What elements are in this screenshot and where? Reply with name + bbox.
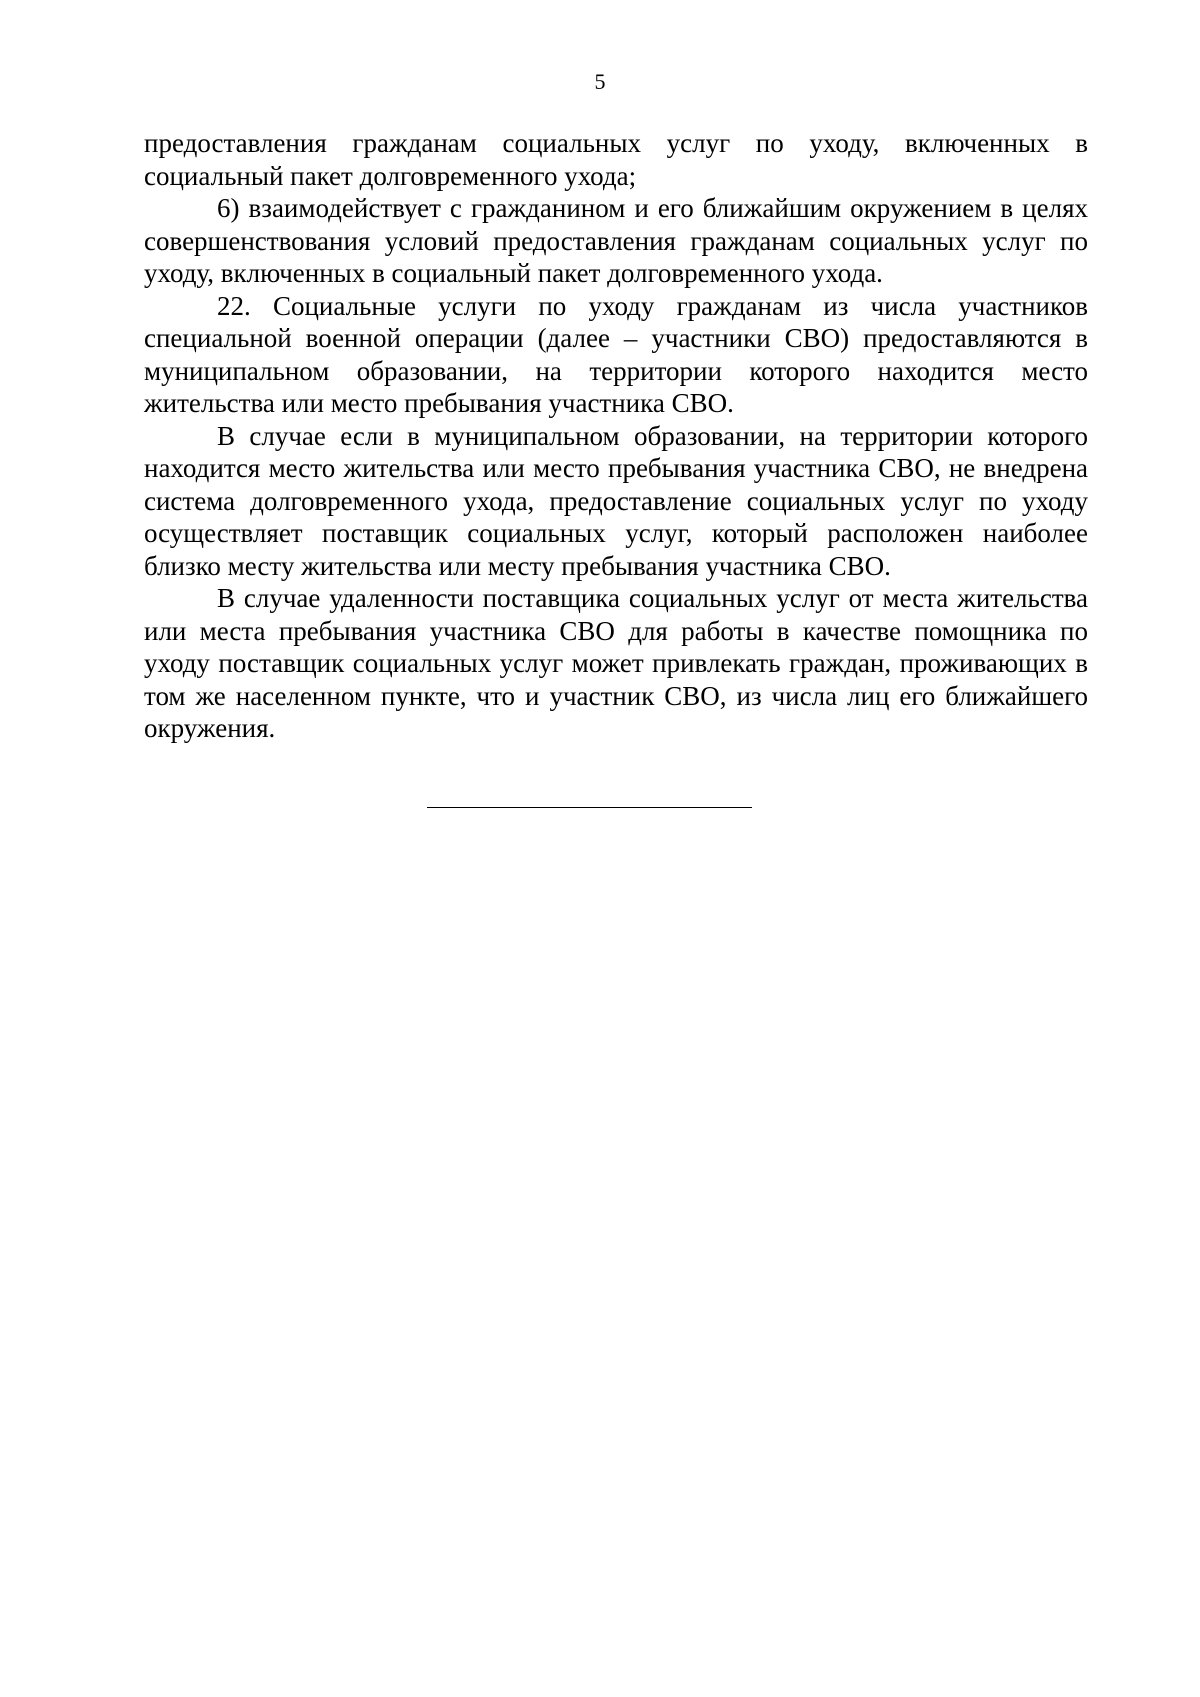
paragraph-continuation: предоставления гражданам социальных услуг по уходу, включенных в социальный пакет долговременного ухода; [144, 128, 1088, 191]
document-body [144, 127, 1088, 745]
page-number: 5 [594, 69, 606, 94]
paragraph-remote-provider: В случае удаленности поставщика социальных услуг от места жительства или места пребывания участника СВО для работы в качестве помощника по уходу поставщик социальных услуг может привлекать граждан, проживающих в том же населенном пункте, что и участник СВО, из числа лиц его ближайшего окружения. [144, 583, 1088, 743]
paragraph-no-ltc-system: В случае если в муниципальном образовании, на территории которого находится место жительства или место пребывания участника СВО, не внедрена система долговременного ухода, предоставление социальных услуг по уходу осуществляет поставщик социальных услуг, который расположен наиболее близко месту жительства или месту пребывания участника СВО. [144, 420, 1088, 581]
paragraph-clause-22: 22. Социальные услуги по уходу гражданам из числа участников специальной военной операции (далее – участники СВО) предоставляются в муниципальном образовании, на территории которого находится место жительства или место пребывания участника СВО. [144, 290, 1088, 418]
paragraph-item-6: 6) взаимодействует с гражданином и его ближайшим окружением в целях совершенствования условий предоставления гражданам социальных услуг по уходу, включенных в социальный пакет долговременного ухода. [144, 193, 1088, 288]
end-divider-line [427, 807, 752, 808]
